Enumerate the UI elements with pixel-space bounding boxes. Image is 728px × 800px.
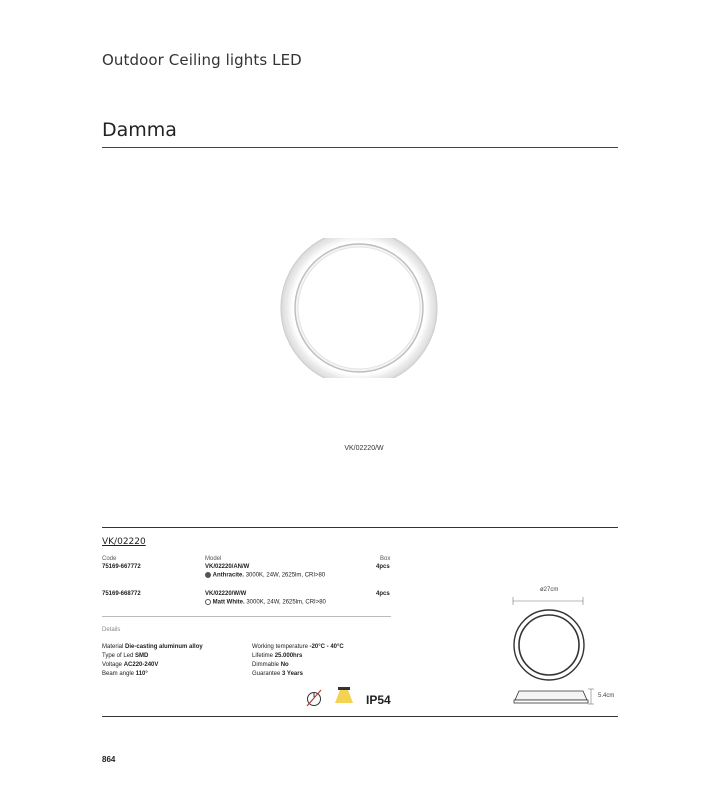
table-row-finish [205, 572, 325, 579]
table-row-model: VK/02220/AN/W [205, 564, 250, 570]
table-row-code: 75169-668772 [102, 591, 141, 597]
finish-spec: 3000K, 24W, 2625lm, CRI>80 [246, 599, 326, 606]
product-reference: VK/02220 [102, 537, 146, 547]
finish-name: Anthracite. [212, 572, 245, 579]
page-number: 864 [102, 755, 116, 764]
product-title: Damma [102, 119, 177, 141]
finish-name: Matt White. [212, 599, 245, 606]
category-title: Outdoor Ceiling lights LED [102, 51, 302, 69]
column-header-model: Model [205, 556, 222, 562]
side-view-drawing [511, 688, 591, 706]
diameter-label: ø27cm [540, 587, 559, 593]
height-label: 5.4cm [598, 693, 615, 699]
white-swatch-icon [205, 599, 211, 605]
table-row-box: 4pcs [376, 591, 390, 597]
spec-voltage: Voltage AC220-240V [102, 662, 159, 668]
light-beam-icon [333, 686, 355, 706]
spec-led-type: Type of Led SMD [102, 653, 149, 659]
anthracite-swatch-icon [205, 572, 211, 578]
finish-spec: 3000K, 24W, 2625lm, CRI>80 [245, 572, 326, 579]
bottom-divider [102, 716, 618, 717]
column-header-code: Code [102, 556, 117, 562]
spec-guarantee: Guarantee 3 Years [252, 671, 303, 677]
spec-working-temp: Working temperature -20°C - 40°C [252, 644, 344, 650]
details-divider [102, 616, 391, 617]
diameter-dimension-line [508, 595, 588, 607]
spec-lifetime: Lifetime 25.000hrs [252, 653, 303, 659]
product-image [278, 238, 440, 378]
details-left [102, 643, 203, 679]
spec-dimmable: Dimmable No [252, 662, 289, 668]
not-dimmable-icon [305, 688, 323, 708]
top-divider [102, 147, 618, 148]
details-right [252, 643, 344, 679]
table-row-finish [205, 599, 326, 606]
table-row-model: VK/02220/W/W [205, 591, 247, 597]
top-view-drawing [511, 608, 587, 682]
spec-material: Material Die-casting aluminum alloy [102, 644, 203, 650]
table-row-code: 75169-667772 [102, 564, 141, 570]
ip-rating: IP54 [366, 693, 391, 707]
section-divider [102, 527, 618, 528]
details-heading: Details [102, 627, 121, 633]
height-dimension-line [587, 687, 595, 707]
column-header-box: Box [380, 556, 391, 562]
spec-beam-angle: Beam angle 110° [102, 671, 148, 677]
table-row-box: 4pcs [376, 564, 390, 570]
image-caption: VK/02220/W [344, 445, 384, 452]
